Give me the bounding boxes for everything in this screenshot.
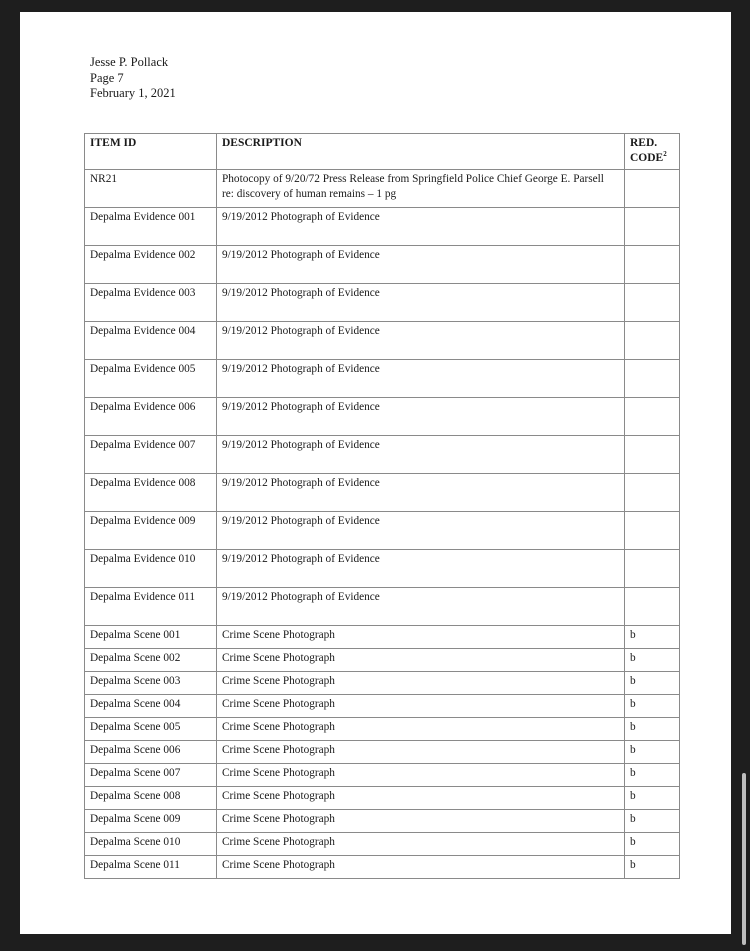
cell-item-id: Depalma Evidence 007	[85, 436, 217, 474]
cell-item-id: NR21	[85, 170, 217, 208]
cell-description: Crime Scene Photograph	[217, 764, 625, 787]
cell-red-code	[625, 474, 680, 512]
cell-red-code	[625, 322, 680, 360]
cell-description: 9/19/2012 Photograph of Evidence	[217, 436, 625, 474]
cell-description: 9/19/2012 Photograph of Evidence	[217, 512, 625, 550]
table-body	[85, 170, 680, 879]
cell-item-id: Depalma Scene 007	[85, 764, 217, 787]
header-item-id: ITEM ID	[85, 134, 217, 170]
cell-description: Crime Scene Photograph	[217, 626, 625, 649]
cell-red-code	[625, 550, 680, 588]
cell-red-code: b	[625, 741, 680, 764]
cell-red-code	[625, 436, 680, 474]
cell-description: 9/19/2012 Photograph of Evidence	[217, 284, 625, 322]
header-red-code-line1: RED.	[630, 137, 658, 149]
table-row	[85, 787, 680, 810]
cell-red-code	[625, 512, 680, 550]
cell-description: 9/19/2012 Photograph of Evidence	[217, 398, 625, 436]
cell-red-code	[625, 398, 680, 436]
cell-red-code: b	[625, 695, 680, 718]
cell-description: 9/19/2012 Photograph of Evidence	[217, 208, 625, 246]
cell-item-id: Depalma Scene 004	[85, 695, 217, 718]
table-row	[85, 718, 680, 741]
cell-red-code: b	[625, 856, 680, 879]
table-row	[85, 764, 680, 787]
cell-item-id: Depalma Evidence 006	[85, 398, 217, 436]
table-row	[85, 810, 680, 833]
cell-description: 9/19/2012 Photograph of Evidence	[217, 246, 625, 284]
cell-red-code: b	[625, 626, 680, 649]
cell-item-id: Depalma Evidence 009	[85, 512, 217, 550]
table-row	[85, 512, 680, 550]
cell-item-id: Depalma Scene 008	[85, 787, 217, 810]
cell-description: Crime Scene Photograph	[217, 695, 625, 718]
cell-red-code: b	[625, 810, 680, 833]
cell-description: Crime Scene Photograph	[217, 672, 625, 695]
cell-item-id: Depalma Scene 005	[85, 718, 217, 741]
header-red-code	[625, 134, 680, 170]
cell-description: 9/19/2012 Photograph of Evidence	[217, 360, 625, 398]
letter-date: February 1, 2021	[90, 86, 176, 100]
cell-item-id: Depalma Scene 010	[85, 833, 217, 856]
cell-description: Crime Scene Photograph	[217, 741, 625, 764]
cell-description: 9/19/2012 Photograph of Evidence	[217, 474, 625, 512]
cell-red-code: b	[625, 649, 680, 672]
letterhead	[90, 55, 176, 102]
cell-item-id: Depalma Scene 003	[85, 672, 217, 695]
recipient-name: Jesse P. Pollack	[90, 55, 169, 69]
cell-description: Crime Scene Photograph	[217, 810, 625, 833]
document-page	[20, 12, 731, 934]
cell-red-code	[625, 588, 680, 626]
table-row	[85, 695, 680, 718]
cell-item-id: Depalma Evidence 002	[85, 246, 217, 284]
cell-red-code	[625, 360, 680, 398]
cell-description: 9/19/2012 Photograph of Evidence	[217, 588, 625, 626]
table-header-row	[85, 134, 680, 170]
table-row	[85, 588, 680, 626]
cell-description: Photocopy of 9/20/72 Press Release from Springfield Police Chief George E. Parsell re: discovery of human remains – 1 pg	[217, 170, 625, 208]
cell-description: Crime Scene Photograph	[217, 649, 625, 672]
cell-red-code: b	[625, 787, 680, 810]
cell-red-code	[625, 284, 680, 322]
cell-red-code: b	[625, 764, 680, 787]
page-number: Page 7	[90, 70, 124, 85]
table-row	[85, 474, 680, 512]
cell-red-code	[625, 208, 680, 246]
cell-item-id: Depalma Evidence 010	[85, 550, 217, 588]
cell-item-id: Depalma Scene 002	[85, 649, 217, 672]
cell-description: 9/19/2012 Photograph of Evidence	[217, 322, 625, 360]
cell-red-code: b	[625, 718, 680, 741]
table-row	[85, 436, 680, 474]
cell-item-id: Depalma Scene 006	[85, 741, 217, 764]
table-row	[85, 246, 680, 284]
cell-item-id: Depalma Evidence 001	[85, 208, 217, 246]
cell-red-code: b	[625, 833, 680, 856]
cell-description: Crime Scene Photograph	[217, 856, 625, 879]
cell-description: Crime Scene Photograph	[217, 787, 625, 810]
table-row	[85, 360, 680, 398]
cell-description: Crime Scene Photograph	[217, 718, 625, 741]
table-row	[85, 649, 680, 672]
cell-item-id: Depalma Scene 011	[85, 856, 217, 879]
cell-item-id: Depalma Evidence 008	[85, 474, 217, 512]
table-row	[85, 208, 680, 246]
cell-red-code	[625, 170, 680, 208]
cell-description: 9/19/2012 Photograph of Evidence	[217, 550, 625, 588]
table-row	[85, 626, 680, 649]
table-row	[85, 833, 680, 856]
cell-description: Crime Scene Photograph	[217, 833, 625, 856]
evidence-table	[84, 133, 680, 879]
footnote-marker: 2	[663, 149, 667, 158]
table-row	[85, 856, 680, 879]
cell-item-id: Depalma Scene 001	[85, 626, 217, 649]
table-row	[85, 741, 680, 764]
table-row	[85, 322, 680, 360]
cell-red-code	[625, 246, 680, 284]
vertical-scrollbar[interactable]	[742, 773, 746, 945]
table-row	[85, 284, 680, 322]
cell-item-id: Depalma Evidence 003	[85, 284, 217, 322]
cell-item-id: Depalma Scene 009	[85, 810, 217, 833]
cell-red-code: b	[625, 672, 680, 695]
table-row	[85, 398, 680, 436]
header-red-code-line2: CODE	[630, 151, 664, 164]
table-row	[85, 550, 680, 588]
header-description: DESCRIPTION	[217, 134, 625, 170]
cell-item-id: Depalma Evidence 011	[85, 588, 217, 626]
cell-item-id: Depalma Evidence 004	[85, 322, 217, 360]
cell-item-id: Depalma Evidence 005	[85, 360, 217, 398]
table-row	[85, 170, 680, 208]
table-row	[85, 672, 680, 695]
